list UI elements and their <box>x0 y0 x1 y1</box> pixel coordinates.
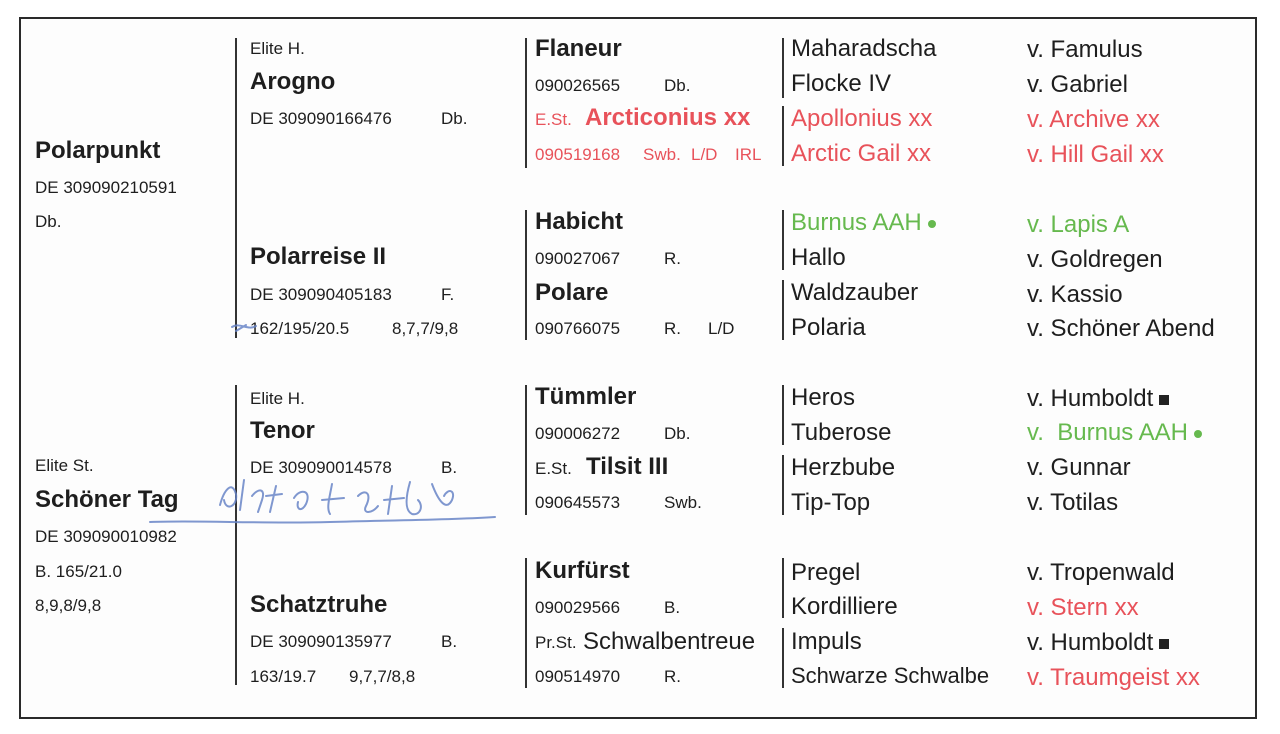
horse-name: Tilsit III <box>586 453 669 480</box>
breed: Swb. <box>664 493 702 512</box>
registration-number: DE 309090135977 <box>250 632 392 651</box>
breed: Db. <box>35 212 62 231</box>
sire-reference: v. Humboldt <box>1027 387 1169 411</box>
title: Elite H. <box>250 39 305 58</box>
ancestor-name: Heros <box>791 384 856 411</box>
sire-reference: v. Gunnar <box>1027 454 1131 481</box>
ancestor-name: Kordilliere <box>791 593 898 620</box>
sire-reference: v. Famulus <box>1027 36 1143 63</box>
ancestor-name: Herzbube <box>791 454 896 481</box>
sire-reference: v. Traumgeist xx <box>1027 664 1200 691</box>
sire-reference: v. Tropenwald <box>1027 559 1175 586</box>
ancestor-name: Maharadscha <box>791 35 937 62</box>
status: L/D <box>708 319 735 338</box>
score: 8,9,8/9,8 <box>35 596 102 615</box>
sire-reference: v. Gabriel <box>1027 71 1128 98</box>
title: Elite H. <box>250 389 305 408</box>
ancestor-name: Apollonius xx <box>791 105 933 132</box>
sire-reference: v. Goldregen <box>1027 246 1163 273</box>
ancestor-name: Waldzauber <box>791 279 919 306</box>
score: 8,7,7/9,8 <box>392 319 459 338</box>
sire-reference: v. Lapis A <box>1027 211 1130 238</box>
ancestor-name: Arctic Gail xx <box>791 140 932 167</box>
horse-name: Polarreise II <box>250 243 387 270</box>
registration-number: DE 309090210591 <box>35 178 177 197</box>
sire-reference: v. Totilas <box>1027 489 1119 516</box>
horse-name-polarpunkt: Polarpunkt <box>35 137 161 164</box>
horse-name: Arogno <box>250 68 336 95</box>
sire-reference: v. Burnus AAH <box>1027 421 1202 445</box>
title: Pr.St. <box>535 633 577 652</box>
horse-name: Kurfürst <box>535 557 630 584</box>
ancestor-name: Tip-Top <box>791 489 871 516</box>
ancestor-name: Tuberose <box>791 419 892 446</box>
registration-number: 090026565 <box>535 76 621 95</box>
horse-name: Flaneur <box>535 35 622 62</box>
registration-number: 090766075 <box>535 319 621 338</box>
sire-reference: v. Archive xx <box>1027 106 1160 133</box>
title: E.St. <box>535 459 572 478</box>
ancestor-name: Hallo <box>791 244 846 271</box>
sire-reference: v. Kassio <box>1027 281 1123 308</box>
breed: R. <box>664 667 681 686</box>
horse-name: Habicht <box>535 208 624 235</box>
score: 163/19.7 <box>250 667 317 686</box>
ancestor-name: Flocke IV <box>791 70 892 97</box>
breed: Db. <box>664 424 691 443</box>
registration-number: DE 309090166476 <box>250 109 392 128</box>
horse-name: Schatztruhe <box>250 591 388 618</box>
registration-number: 090029566 <box>535 598 621 617</box>
title: E.St. <box>535 110 572 129</box>
breed: F. <box>441 285 455 304</box>
sire-reference: v. Hill Gail xx <box>1027 141 1164 168</box>
breed: Db. <box>664 76 691 95</box>
registration-number: 090519168 <box>535 145 621 164</box>
ancestor-name: Schwarze Schwalbe <box>791 663 990 688</box>
horse-name: Polare <box>535 279 609 306</box>
horse-name: Schwalbentreue <box>583 628 756 655</box>
horse-name: Tümmler <box>535 383 637 410</box>
horse-name: Tenor <box>250 417 315 444</box>
score: 9,7,7/8,8 <box>349 667 416 686</box>
ancestor-name: Pregel <box>791 559 861 586</box>
breed: R. <box>664 319 681 338</box>
breed: B. <box>441 458 458 477</box>
breed: Db. <box>441 109 468 128</box>
registration-number: DE 309090014578 <box>250 458 392 477</box>
sire-reference: v. Schöner Abend <box>1027 315 1215 342</box>
registration-number: DE 309090405183 <box>250 285 392 304</box>
title: Elite St. <box>35 456 94 475</box>
ancestor-name: Burnus AAH <box>791 211 936 235</box>
registration-number: 090027067 <box>535 249 621 268</box>
ancestor-name: Impuls <box>791 628 862 655</box>
score: B. 165/21.0 <box>35 562 122 581</box>
breed: R. <box>664 249 681 268</box>
ancestor-name: Polaria <box>791 314 866 341</box>
horse-name: Arcticonius xx <box>585 104 751 131</box>
breed: Swb. <box>643 145 681 164</box>
score: 162/195/20.5 <box>250 319 350 338</box>
sire-reference: v. Stern xx <box>1027 594 1139 621</box>
breed: B. <box>441 632 458 651</box>
registration-number: 090514970 <box>535 667 621 686</box>
country: IRL <box>735 145 762 164</box>
registration-number: DE 309090010982 <box>35 527 177 546</box>
registration-number: 090006272 <box>535 424 621 443</box>
horse-name-schoener-tag: Schöner Tag <box>35 486 179 513</box>
breed: B. <box>664 598 681 617</box>
sire-reference: v. Humboldt <box>1027 631 1169 655</box>
status: L/D <box>691 145 718 164</box>
registration-number: 090645573 <box>535 493 621 512</box>
